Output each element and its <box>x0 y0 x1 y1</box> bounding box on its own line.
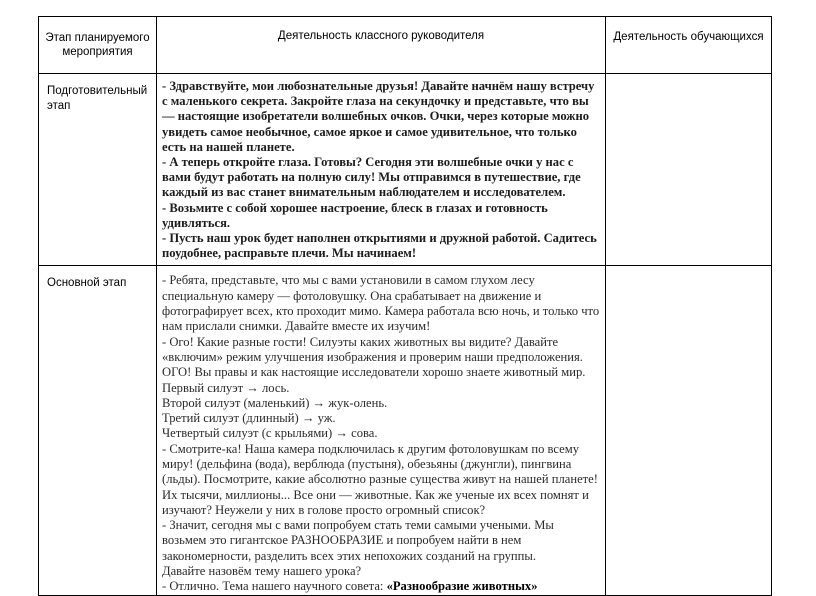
students-activity-cell <box>606 74 772 266</box>
table-row-preparatory <box>39 74 772 266</box>
text-line: - Ого! Какие разные гости! Силуэты каких животных вы видите? Давайте «включим» режим улучшения изображения и проверим наши предположения. ОГО! Вы правы и как настоящие исследователи хорошо знаете животный мир. <box>162 334 586 380</box>
teacher-activity-cell <box>157 74 606 266</box>
text-line: - Возьмите с собой хорошее настроение, блеск в глазах и готовность удивляться. <box>162 200 548 230</box>
lesson-plan-table <box>38 16 772 596</box>
text-line: Третий силуэт (длинный) → уж. <box>162 411 336 426</box>
stage-label: Основной этап <box>47 277 127 290</box>
text-line: Четвертый силуэт (с крыльями) → сова. <box>162 426 378 441</box>
text-line: - Смотрите-ка! Наша камера подключилась к другим фотоловушкам по всему миру! (дельфина (вода), верблюда (пустыня), обезьяны (джунгли), пингвина (льды). Посмотрите, какие абсолютно разные существа живут на нашей планете! Их тысячи, миллионы... Все они — животные. Как же ученые их всех помнят и изучают? Неужели у них в голове просто огромный список? <box>162 441 598 517</box>
header-teacher: Деятельность классного руководителя <box>277 30 485 42</box>
text-line: Давайте назовём тему нашего урока? <box>162 564 362 579</box>
header-teacher-cell <box>157 17 606 74</box>
teacher-activity-text <box>157 74 605 265</box>
text-line: - Ребята, представьте, что мы с вами установили в самом глухом лесу специальную камеру — фотоловушку. Она срабатывает на движение и фотографирует всех, кто проходит мимо. Камера работала всю ночь, и только что нам прислали снимки. Давайте вместе их изучим! <box>162 273 600 334</box>
lesson-topic: «Разнообразие животных» <box>386 579 538 594</box>
text-line: - Значит, сегодня мы с вами попробуем стать теми самыми учеными. Мы возьмем это гигантское РАЗНООБРАЗИЕ и попробуем найти в нем закономерности, разделить всех этих непохожих созданий на группы. <box>162 518 554 563</box>
text-line-topic <box>162 579 601 594</box>
text-line: Второй силуэт (маленький) → жук-олень. <box>162 395 388 410</box>
table-row-main <box>39 266 772 595</box>
stage-cell <box>39 266 157 595</box>
stage-label: Подготовительный этап <box>47 85 148 112</box>
text-line: Первый силуэт → лось. <box>162 380 290 395</box>
topic-prefix: - Отлично. Тема нашего научного совета: <box>162 579 387 594</box>
header-stage-cell <box>39 17 157 74</box>
teacher-activity-text <box>157 266 605 594</box>
text-line: - А теперь откройте глаза. Готовы? Сегодня эти волшебные очки у нас с вами будут работать на полную силу! Мы отправимся в путешествие, где каждый из вас станет внимательным наблюдателем и исследователем. <box>162 155 581 200</box>
table-header-row <box>39 17 772 74</box>
text-line: - Здравствуйте, мои любознательные друзья! Давайте начнём нашу встречу с маленького секрета. Закройте глаза на секундочку и представьте, что вы — настоящие изобретатели волшебных очков. Очки, через которые можно увидеть самое необычное, самое яркое и самое удивительное, что только есть на нашей планете. <box>162 79 595 154</box>
text-line: - Пусть наш урок будет наполнен открытиями и дружной работой. Садитесь поудобнее, расправьте плечи. Мы начинаем! <box>162 231 597 261</box>
header-stage: Этап планируемого мероприятия <box>45 32 150 58</box>
header-students-cell <box>606 17 772 74</box>
header-students: Деятельность обучающихся <box>613 31 764 43</box>
students-activity-cell <box>606 266 772 595</box>
teacher-activity-cell <box>157 266 606 595</box>
stage-cell <box>39 74 157 266</box>
